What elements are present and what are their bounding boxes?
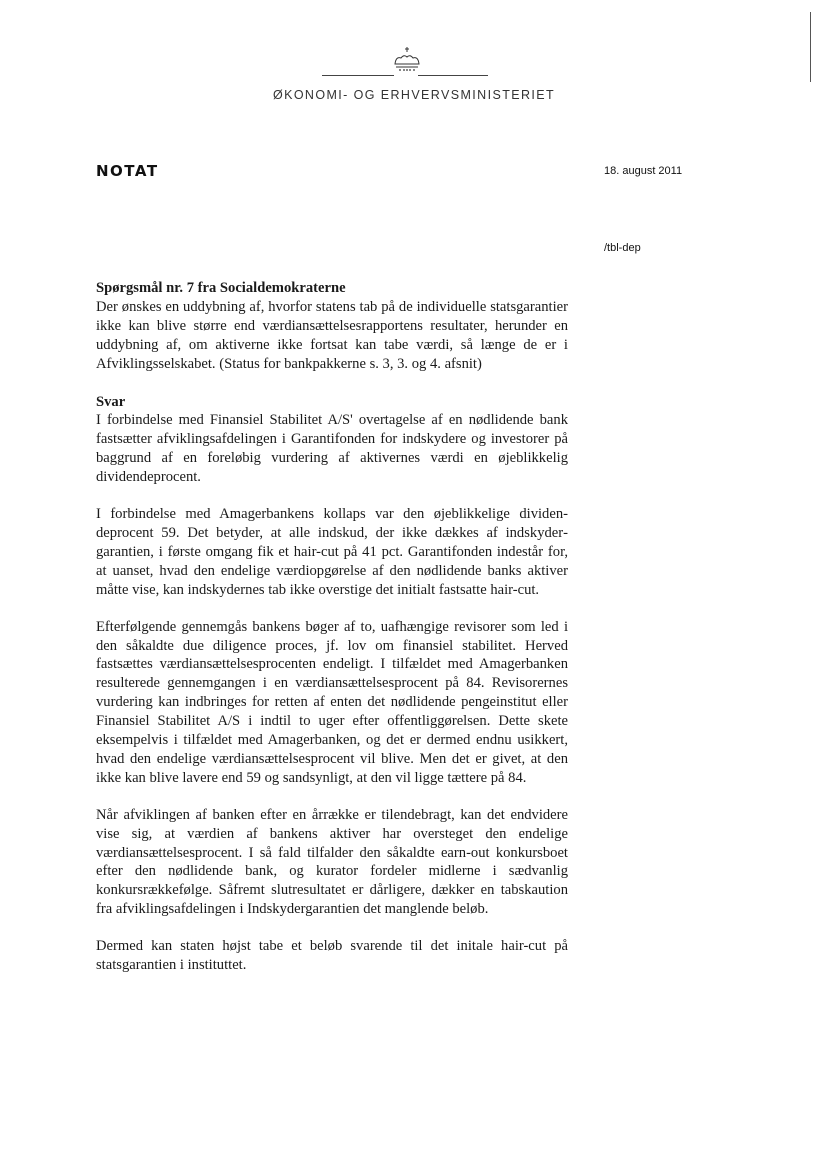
answer-heading: Svar [96,393,126,410]
answer-paragraph: Efterfølgende gennemgås bankens bøger af to, uafhængige revisorer som led i den såkaldte due diligence proces, jf. lov om finansiel stabilitet. Herved fastsættes værdiansættelsesprocenten endeligt. I tilfældet med Amagerbanken resulterede gennemgangen i en værdiansættelsesprocent på 84. Revisorernes vurdering kan indbringes for retten af enten det nødlidende pengeinstitut eller Finansiel Stabilitet A/S i indtil to uger efter offentliggørelsen. Dette skete eksempelvis i tilfældet med Amagerbanken, og det er dermed endnu usikkert, hvad den endelige værdiansættelsesprocent vil blive. Men det er givet, at den ikke kan blive lavere end 59 og sandsynligt, at den vil ligge tættere på 84. [96,618,568,786]
header-rule-right [418,75,488,76]
question-heading: Spørgsmål nr. 7 fra Socialdemokraterne [96,280,346,296]
document-type: NOTAT [96,162,159,180]
document-body [96,279,568,975]
answer-paragraph: Når afviklingen af banken efter en årrække er tilendebragt, kan det endvidere vise sig, at værdien af bankens aktiver har oversteget den endelige værdiansættelsesprocent. I så fald tilfalder den såkaldte earn-out konkursboet efter den nødlidende bank, og kurator fordeler midlerne i sædvanlig konkursrækkefølge. Såfremt slutresultatet er dårligere, dækker en tabskaution fra afviklingsafdelingen i Indskydergarantien det manglende beløb. [96,806,568,918]
answer-paragraph: Dermed kan staten højst tabe et beløb svarende til det initale hair-cut på statsgarantien i instituttet. [96,938,568,974]
header-rule-left [322,75,394,76]
scan-edge-line [810,12,811,82]
document-date: 18. august 2011 [604,165,683,177]
answer-paragraph: I forbindelse med Finansiel Stabilitet A/S' overtagelse af en nødlidende bank fastsætter afviklingsafdelingen i Garantifonden for indskydere og investorer på baggrund af en foreløbig vurdering af aktivernes værdi en øjeblikkelig dividendeprocent. [96,412,568,486]
ministry-name: ØKONOMI- OG ERHVERVSMINISTERIET [272,88,556,102]
document-reference: /tbl-dep [604,242,641,254]
answer-paragraph: I forbindelse med Amagerbankens kollaps var den øjeblikkelige dividendeprocent 59. Det betyder, at alle indskud, der ikke dækkes af indskydergarantien, i første omgang fik et hair-cut på 41 pct. Garantifonden indestår for, at uanset, hvad den endelige værdiopgørelse af den nødlidende banks aktiver måtte vise, kan indskydernes tab ikke overstige det initialt fastsatte hair-cut. [96,506,568,598]
question-text: Der ønskes en uddybning af, hvorfor statens tab på de individuelle statsgarantier ikke kan blive større end værdiansættelsesrapportens resultater, herunder en uddybning af, om aktiverne ikke fortsat kan tabe værdi, så længe de er i Afviklingsselskabet. (Status for bankpakkerne s. 3, 3. og 4. afsnit) [96,298,568,372]
crown-icon [390,46,424,74]
